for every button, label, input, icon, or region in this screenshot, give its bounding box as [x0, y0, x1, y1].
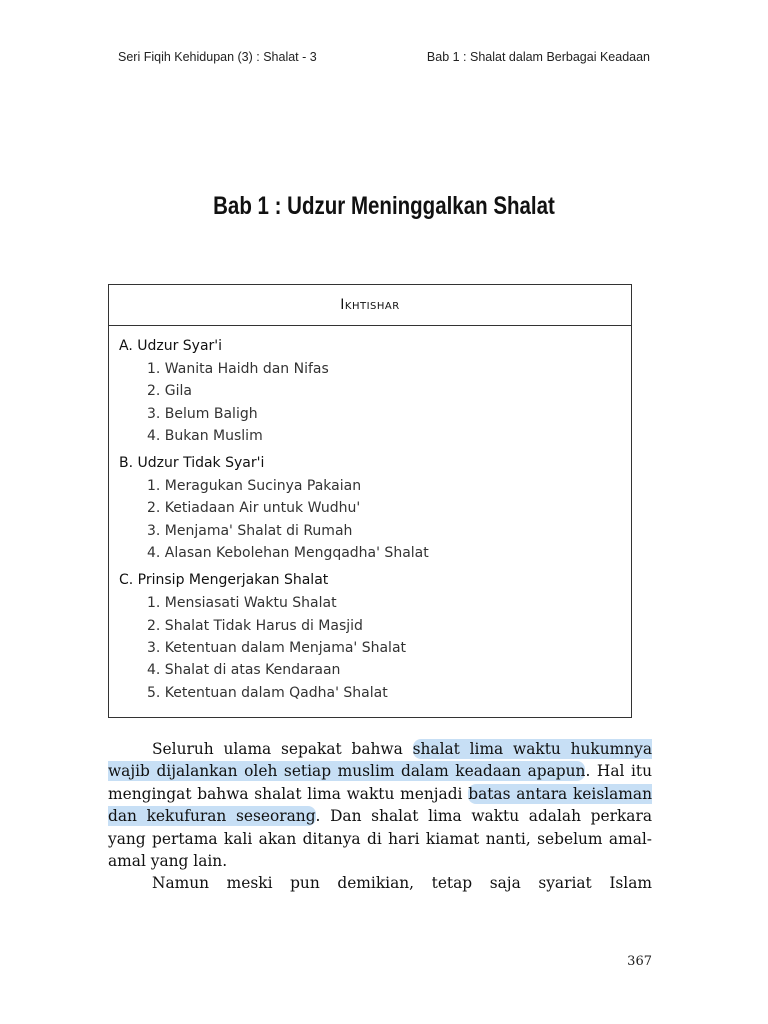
chapter-title: Bab 1 : Udzur Meninggalkan Shalat [213, 192, 555, 220]
list-item: 4. Shalat di atas Kendaraan [147, 662, 341, 679]
list-item: 2. Ketiadaan Air untuk Wudhu' [147, 500, 361, 517]
highlighted-text: batas antara keislaman dan kekufuran seseorang [108, 784, 652, 826]
list-item: 3. Ketentuan dalam Menjama' Shalat [147, 639, 407, 656]
highlighted-text: shalat lima waktu hukumnya wajib dijalankan oleh setiap muslim dalam keadaan apapun [108, 740, 653, 781]
summary-box [108, 284, 632, 718]
section-c [119, 568, 631, 703]
paragraph-1-part-2: . Hal itu mengingat bahwa shalat lima waktu menjadi [108, 762, 652, 803]
body-text [108, 738, 652, 895]
list-item: 3. Menjama' Shalat di Rumah [147, 522, 353, 539]
list-item: 5. Ketentuan dalam Qadha' Shalat [147, 684, 388, 701]
section-title: A. Udzur Syar'i [119, 338, 223, 354]
section-title: B. Udzur Tidak Syar'i [119, 455, 265, 472]
list-item: 4. Alasan Kebolehan Mengqadha' Shalat [147, 545, 429, 562]
paragraph-2: Namun meski pun demikian, tetap saja syariat Islam [152, 874, 652, 893]
section-title: C. Prinsip Mengerjakan Shalat [119, 572, 329, 589]
list-item: 1. Mensiasati Waktu Shalat [147, 595, 337, 612]
list-item: 2. Gila [147, 383, 193, 400]
summary-heading: Ikhtishar [109, 285, 631, 326]
paragraph-1 [108, 738, 652, 872]
page-number: 367 [627, 954, 652, 969]
paragraph-1-part-1: Seluruh ulama sepakat bahwa [152, 740, 413, 758]
paragraph-1-part-3: . Dan shalat lima waktu adalah perkara yang pertama kali akan ditanya di hari kiamat nanti, sebelum amal-amal yang lain. [108, 807, 652, 871]
list-item: 1. Meragukan Sucinya Pakaian [147, 478, 362, 495]
list-item: 4. Bukan Muslim [147, 427, 263, 444]
header-chapter-title: Bab 1 : Shalat dalam Berbagai Keadaan [426, 50, 650, 64]
section-a [119, 334, 631, 447]
list-item: 3. Belum Baligh [147, 405, 258, 422]
section-b [119, 451, 631, 564]
list-item: 2. Shalat Tidak Harus di Masjid [147, 617, 363, 634]
list-item: 1. Wanita Haidh dan Nifas [147, 361, 329, 377]
summary-contents [109, 326, 631, 704]
running-header [118, 50, 650, 68]
header-series-title: Seri Fiqih Kehidupan (3) : Shalat - 3 [118, 50, 317, 64]
